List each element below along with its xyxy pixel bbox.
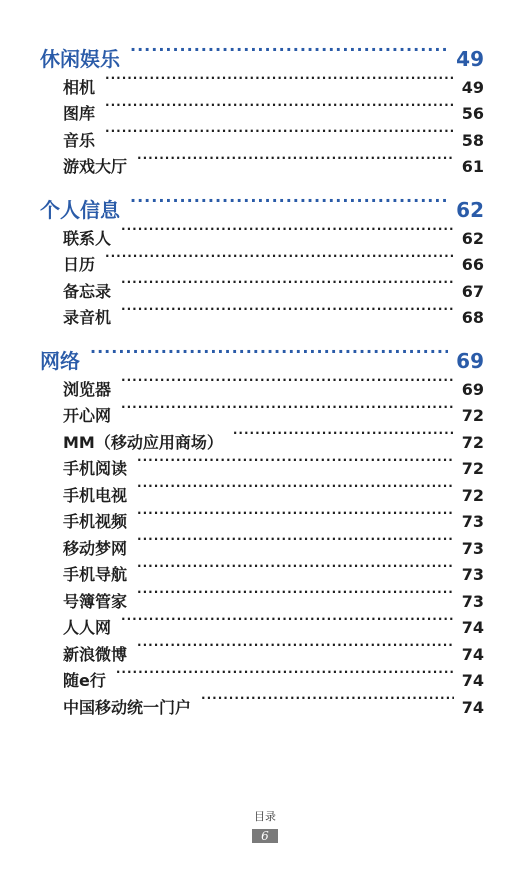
toc-entry-label: 日历 [63, 255, 96, 274]
dot-leader [137, 146, 454, 173]
toc-entry-page: 66 [461, 255, 484, 274]
dot-leader [201, 686, 454, 713]
toc-entry-page: 74 [461, 618, 484, 637]
toc-entry-page: 73 [461, 512, 484, 531]
toc-entry-page: 67 [461, 281, 484, 301]
footer-section-label: 目录 [254, 810, 276, 823]
toc-entry-label: 手机阅读 [63, 459, 128, 478]
toc-entry-page: 72 [461, 485, 484, 505]
toc-entry[interactable] [40, 119, 484, 150]
toc-entry-page: 73 [461, 538, 484, 558]
toc-entry-page: 72 [461, 459, 484, 478]
toc-entry-page: 74 [461, 697, 484, 717]
toc-entry-label: 中国移动统一门户 [63, 697, 192, 717]
dot-leader [90, 336, 448, 368]
toc-entry-page: 69 [461, 379, 484, 399]
dot-leader [137, 527, 454, 554]
toc-entry[interactable] [40, 270, 484, 301]
dot-leader [137, 501, 454, 528]
page-number-badge: 6 [252, 829, 278, 843]
dot-leader [105, 244, 454, 271]
dot-leader [130, 185, 448, 217]
toc-entry-label: 手机视频 [63, 512, 128, 531]
toc-heading-title: 个人信息 [40, 198, 120, 222]
toc-entry-label: 移动梦网 [63, 538, 128, 558]
toc-entry-label: 号簿管家 [63, 591, 128, 611]
toc-heading-title: 网络 [40, 349, 80, 373]
dot-leader [233, 421, 454, 448]
toc-entry-label: 音乐 [63, 130, 96, 150]
toc-entry-label: 手机导航 [63, 565, 128, 584]
dot-leader [137, 474, 454, 501]
toc-entry-label: 新浪微博 [63, 644, 128, 664]
dot-leader [121, 395, 454, 422]
dot-leader [105, 119, 454, 146]
toc-entry-label: 浏览器 [63, 379, 112, 399]
toc-heading-page: 62 [456, 198, 484, 222]
toc-entry-label: 开心网 [63, 406, 112, 425]
toc-entry-label: 人人网 [63, 618, 112, 637]
toc-entry[interactable] [40, 66, 484, 97]
toc-entry-label: 随e行 [63, 671, 106, 690]
toc-entry-page: 58 [461, 130, 484, 150]
toc-entry-page: 74 [461, 671, 484, 690]
toc-entry-page: 68 [461, 308, 484, 327]
toc-heading-row[interactable] [40, 34, 484, 71]
toc-section-network [40, 336, 484, 717]
toc-entry-page: 73 [461, 591, 484, 611]
dot-leader [121, 217, 454, 244]
toc-entry-page: 72 [461, 432, 484, 452]
page-footer [0, 809, 530, 844]
toc-entry[interactable] [40, 244, 484, 274]
dot-leader [137, 580, 454, 607]
toc-entry-label: 手机电视 [63, 485, 128, 505]
dot-leader [116, 660, 454, 687]
toc-entry-label: MM（移动应用商场） [63, 432, 223, 452]
toc-heading-page: 49 [456, 47, 484, 71]
dot-leader [121, 607, 454, 634]
toc-heading-title: 休闲娱乐 [40, 47, 120, 71]
toc-heading-row[interactable] [40, 336, 484, 373]
dot-leader [130, 34, 448, 66]
toc-entry-page: 74 [461, 644, 484, 664]
toc-heading-row[interactable] [40, 185, 484, 222]
toc-heading-page: 69 [456, 349, 484, 373]
toc-entry-page: 61 [461, 157, 484, 176]
toc-entry-page: 56 [461, 104, 484, 123]
toc-entry-page: 72 [461, 406, 484, 425]
dot-leader [105, 93, 454, 120]
toc-entry-label: 录音机 [63, 308, 112, 327]
dot-leader [137, 633, 454, 660]
toc-entry-page: 62 [461, 228, 484, 248]
toc-entry-page: 73 [461, 565, 484, 584]
toc-entry-label: 游戏大厅 [63, 157, 128, 176]
dot-leader [137, 554, 454, 581]
toc-section-leisure [40, 34, 484, 176]
dot-leader [121, 368, 454, 395]
dot-leader [137, 448, 454, 475]
toc-entry-page: 49 [461, 77, 484, 97]
toc-entry[interactable] [40, 93, 484, 123]
toc-entry-label: 相机 [63, 77, 96, 97]
toc-section-personal-info [40, 185, 484, 327]
dot-leader [121, 270, 454, 297]
table-of-contents [40, 34, 484, 726]
toc-entry-label: 图库 [63, 104, 96, 123]
dot-leader [121, 297, 454, 324]
toc-entry[interactable] [40, 368, 484, 399]
dot-leader [105, 66, 454, 93]
toc-entry-label: 联系人 [63, 228, 112, 248]
toc-entry[interactable] [40, 146, 484, 176]
toc-entry-label: 备忘录 [63, 281, 112, 301]
